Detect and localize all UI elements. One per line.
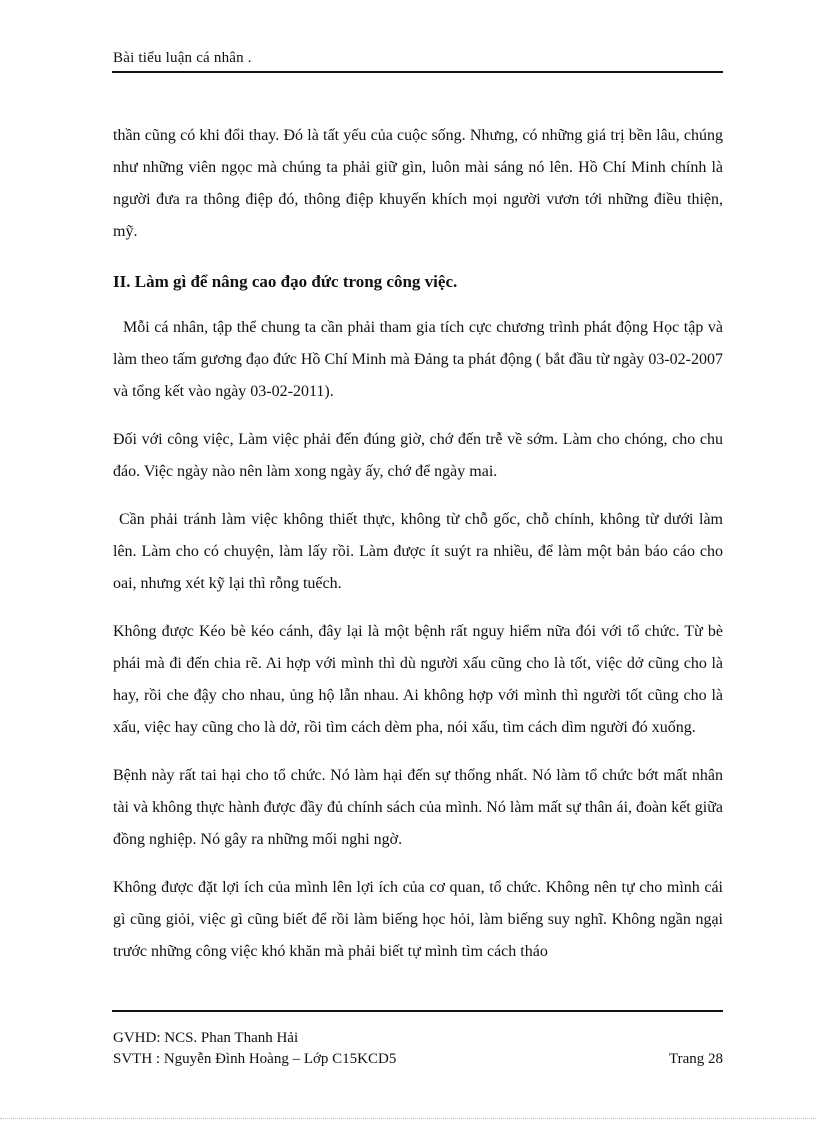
section-heading: II. Làm gì để nâng cao đạo đức trong công việc.	[113, 272, 458, 291]
document-body	[113, 120, 723, 968]
paragraph: Không được đặt lợi ích của mình lên lợi ích của cơ quan, tổ chức. Không nên tự cho mình cái gì cũng giỏi, việc gì cũng biết để rồi làm biếng học hỏi, làm biếng suy nghĩ. Không ngần ngại trước những công việc khó khăn mà phải biết tự mình tìm cách tháo	[113, 879, 723, 960]
footer-row	[113, 1049, 723, 1070]
page-footer	[113, 1028, 723, 1070]
paragraph: Mỗi cá nhân, tập thể chung ta cần phải tham gia tích cực chương trình phát động Học tập và làm theo tấm gương đạo đức Hồ Chí Minh mà Đảng ta phát động ( bắt đầu từ ngày 03-02-2007 và tổng kết vào ngày 03-02-2011).	[113, 319, 723, 400]
paragraph: Không được Kéo bè kéo cánh, đây lại là một bệnh rất nguy hiểm nữa đói với tổ chức. Từ bè phái mà đi đến chia rẽ. Ai hợp với mình thì dù người xấu cũng cho là tốt, việc dở cũng cho là hay, rồi che đậy cho nhau, ủng hộ lẫn nhau. Ai không hợp với mình thì người tốt cũng cho là xấu, việc hay cũng cho là dở, rồi tìm cách dèm pha, nói xấu, tìm cách dìm người đó xuống.	[113, 623, 723, 736]
paragraph: thần cũng có khi đổi thay. Đó là tất yếu của cuộc sống. Nhưng, có những giá trị bền lâu, chúng như những viên ngọc mà chúng ta phải giữ gìn, luôn mài sáng nó lên. Hồ Chí Minh chính là người đưa ra thông điệp đó, thông điệp khuyến khích mọi người vươn tới những điều thiện, mỹ.	[113, 127, 723, 240]
footer-instructor: GVHD: NCS. Phan Thanh Hải	[113, 1030, 299, 1046]
page-edge-divider	[0, 1118, 816, 1119]
paragraph: Bệnh này rất tai hại cho tổ chức. Nó làm hại đến sự thống nhất. Nó làm tổ chức bớt mất nhân tài và không thực hành được đầy đủ chính sách của mình. Nó làm mất sự thân ái, đoàn kết giữa đồng nghiệp. Nó gây ra những mối nghi ngờ.	[113, 767, 723, 848]
header-divider	[112, 71, 723, 73]
footer-divider	[112, 1010, 723, 1012]
page-number: Trang 28	[668, 1051, 723, 1067]
paragraph: Đối với công việc, Làm việc phải đến đúng giờ, chớ đến trễ về sớm. Làm cho chóng, cho chu đáo. Việc ngày nào nên làm xong ngày ấy, chớ để ngày mai.	[113, 431, 723, 480]
page-header-title: Bài tiểu luận cá nhân .	[113, 50, 252, 66]
paragraph: Cần phải tránh làm việc không thiết thực, không từ chỗ gốc, chỗ chính, không từ dưới làm lên. Làm cho có chuyện, làm lấy rồi. Làm được ít suýt ra nhiều, để làm một bản báo cáo cho oai, nhưng xét kỹ lại thì rỗng tuếch.	[113, 511, 723, 592]
footer-student: SVTH : Nguyễn Đình Hoàng – Lớp C15KCD5	[113, 1051, 397, 1067]
